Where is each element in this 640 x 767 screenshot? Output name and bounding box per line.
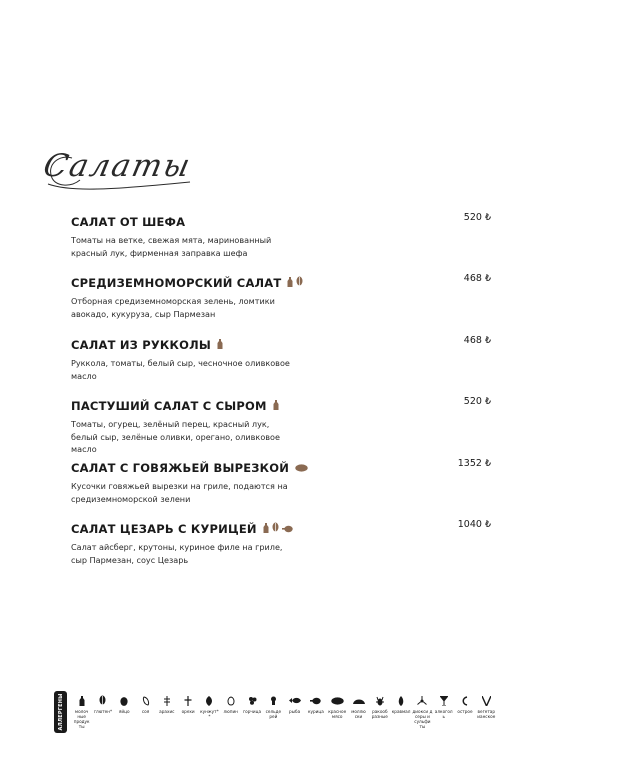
- dish-price: 1352 ₺: [457, 458, 491, 469]
- milk-bottle-icon: [79, 695, 85, 706]
- allergen-legend-item: [199, 695, 220, 729]
- dish-name: [71, 215, 185, 229]
- dish-allergen-icons: [273, 399, 279, 413]
- allergen-legend-item: [305, 695, 326, 729]
- allergen-legend-item: [476, 695, 497, 729]
- menu-item: [71, 395, 491, 456]
- dish-name: [71, 338, 223, 352]
- allergen-label: яйцо: [118, 709, 130, 714]
- gluten-wheat-icon: [272, 522, 279, 536]
- fish-icon: [289, 695, 301, 706]
- allergen-label: горчица: [242, 709, 262, 714]
- dish-allergen-icons: [295, 461, 308, 475]
- menu-item: [71, 211, 491, 259]
- dish-name: [71, 461, 308, 475]
- allergen-label: вегетар ианское: [477, 709, 496, 719]
- vegetarian-icon: [482, 695, 491, 706]
- dish-price: 520 ₺: [463, 212, 491, 223]
- allergen-label: люпин: [223, 709, 238, 714]
- allergen-label: арахис: [159, 709, 175, 714]
- allergen-label: алкоголь: [434, 709, 453, 719]
- dish-description: Салат айсберг, крутоны, куриное филе на гриле, сыр Пармезан, соус Цезарь: [71, 542, 283, 565]
- allergen-label: моллю ски: [351, 709, 366, 719]
- allergen-legend-item: [156, 695, 177, 729]
- allergen-legend-item: [177, 695, 198, 729]
- dish-allergen-icons: [263, 522, 293, 536]
- dish-price: 468 ₺: [463, 273, 491, 284]
- chicken-icon: [282, 522, 293, 536]
- menu-item: [71, 334, 491, 382]
- gluten-wheat-icon: [296, 276, 303, 290]
- egg-icon: [120, 695, 128, 706]
- dish-price: 520 ₺: [463, 396, 491, 407]
- allergen-label: кравмал: [391, 709, 411, 714]
- allergen-legend-item: [369, 695, 390, 729]
- milk-bottle-icon: [217, 338, 223, 352]
- chicken-icon: [310, 695, 321, 706]
- peanut-icon: [163, 695, 171, 706]
- spicy-icon: [461, 695, 469, 706]
- sulfite-icon: [417, 695, 427, 706]
- dish-description: Отборная средиземноморская зелень, ломтики авокадо, кукуруза, сыр Пармезан: [71, 296, 275, 319]
- allergen-legend-item: [327, 695, 348, 729]
- allergen-legend-item: [135, 695, 156, 729]
- dish-name: [71, 522, 293, 536]
- gluten-icon: [99, 695, 106, 706]
- red-meat-icon: [295, 461, 308, 475]
- soy-icon: [142, 695, 150, 706]
- allergen-label: ракооб разные: [371, 709, 388, 719]
- allergen-legend-item: [241, 695, 262, 729]
- alcohol-icon: [440, 695, 448, 706]
- allergen-legend-item: [263, 695, 284, 729]
- menu-item: [71, 518, 491, 566]
- allergen-label: сельде рей: [265, 709, 282, 719]
- dish-description: Руккола, томаты, белый сыр, чесночное оливковое масло: [71, 358, 290, 381]
- allergen-label: глютен*: [93, 709, 113, 714]
- allergen-legend-item: [412, 695, 433, 729]
- menu-item: [71, 457, 491, 505]
- starch-icon: [398, 695, 404, 706]
- red-meat-icon: [331, 695, 344, 706]
- allergen-label: диокси д серы и сульфи ты: [412, 709, 433, 729]
- lupin-icon: [227, 695, 235, 706]
- dish-description: Томаты, огурец, зелёный перец, красный лук, белый сыр, зелёные оливки, орегано, оливковое масло: [71, 419, 280, 454]
- allergen-legend-item: [433, 695, 454, 729]
- dish-description: Томаты на ветке, свежая мята, маринованный красный лук, фирменная заправка шефа: [71, 235, 272, 258]
- allergen-legend-label: АЛЛЕРГЕНЫ: [54, 691, 67, 733]
- allergen-legend-item: [71, 695, 92, 729]
- dish-name-text: САЛАТ ИЗ РУККОЛЫ: [71, 338, 211, 352]
- dish-description: Кусочки говяжьей вырезки на гриле, подаются на средиземноморской зелени: [71, 481, 288, 504]
- allergen-label: красное мясо: [328, 709, 347, 719]
- celery-icon: [269, 695, 278, 706]
- allergen-legend-item: [92, 695, 113, 729]
- allergen-legend-item: [454, 695, 475, 729]
- dish-allergen-icons: [217, 338, 223, 352]
- dish-name-text: ПАСТУШИЙ САЛАТ С СЫРОМ: [71, 399, 267, 413]
- allergen-legend-item: [220, 695, 241, 729]
- allergen-label: молоч ные продук ты: [73, 709, 90, 729]
- dish-name-text: СРЕДИЗЕМНОМОРСКИЙ САЛАТ: [71, 276, 282, 290]
- crustacean-icon: [375, 695, 385, 706]
- allergen-legend-item: [284, 695, 305, 729]
- mustard-icon: [248, 695, 257, 706]
- allergen-legend-item: [348, 695, 369, 729]
- dish-name-text: САЛАТ ЦЕЗАРЬ С КУРИЦЕЙ: [71, 522, 257, 536]
- dish-price: 468 ₺: [463, 335, 491, 346]
- milk-bottle-icon: [287, 276, 293, 290]
- allergen-legend-item: [390, 695, 411, 729]
- dish-price: 1040 ₺: [457, 519, 491, 530]
- dish-name: [71, 276, 303, 290]
- allergen-label: острое: [457, 709, 473, 714]
- sesame-icon: [205, 695, 213, 706]
- allergen-label: рыба: [289, 709, 301, 714]
- milk-bottle-icon: [273, 399, 279, 413]
- dish-name: [71, 399, 279, 413]
- allergen-label: орехи: [181, 709, 195, 714]
- milk-bottle-icon: [263, 522, 269, 536]
- section-title: Салаты: [40, 148, 195, 184]
- dish-name-text: САЛАТ С ГОВЯЖЬЕЙ ВЫРЕЗКОЙ: [71, 461, 290, 475]
- allergen-label: кунжут**: [200, 709, 219, 719]
- allergen-label: курица: [308, 709, 324, 714]
- menu-item: [71, 272, 491, 320]
- dish-name-text: САЛАТ ОТ ШЕФА: [71, 215, 186, 229]
- allergen-legend-item: [114, 695, 135, 729]
- nut-icon: [184, 695, 192, 706]
- dish-allergen-icons: [287, 276, 303, 290]
- mollusc-icon: [353, 695, 365, 706]
- allergen-label: соя: [141, 709, 150, 714]
- allergen-legend: [71, 695, 497, 729]
